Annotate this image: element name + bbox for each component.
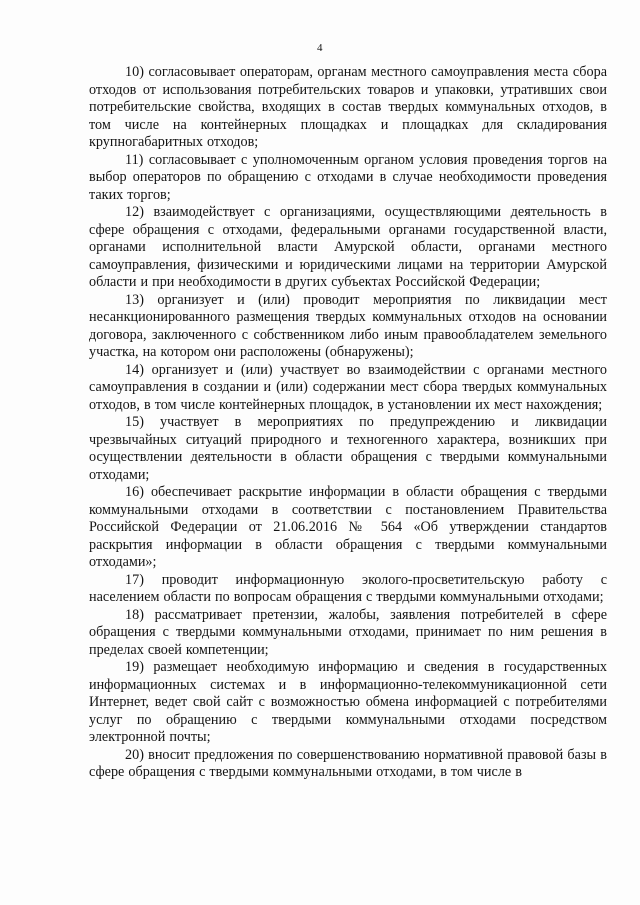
list-item-11: 11) согласовывает с уполномоченным органом условия проведения торгов на выбор операторов по обращению с отходами в случае необходимости проведения таких торгов; <box>89 151 607 203</box>
list-item-19: 19) размещает необходимую информацию и сведения в государственных информационных системах и в информационно-телекоммуникационной сети Интернет, ведет свой сайт с возможностью обмена информацией с потребителями услуг по обращению с твердыми коммунальными отходами посредством электронной почты; <box>89 659 607 745</box>
list-item-15: 15) участвует в мероприятиях по предупреждению и ликвидации чрезвычайных ситуаций природного и техногенного характера, возникших при осуществлении деятельности в области обращения с твердыми коммунальными отходами; <box>89 414 607 483</box>
page-number: 4 <box>317 42 323 54</box>
list-item-17: 17) проводит информационную эколого-просветительскую работу с населением области по вопросам обращения с твердыми коммунальными отходами; <box>89 571 607 605</box>
list-item-20: 20) вносит предложения по совершенствованию нормативной правовой базы в сфере обращения с твердыми коммунальными отходами, в том числе в <box>89 746 607 780</box>
list-item-16: 16) обеспечивает раскрытие информации в области обращения с твердыми коммунальными отходами в соответствии с постановлением Правительства Российской Федерации от 21.06.2016 № 564 «Об утверждении стандартов раскрытия информации в области обращения с твердыми коммунальными отходами»; <box>89 484 607 570</box>
list-item-18: 18) рассматривает претензии, жалобы, заявления потребителей в сфере обращения с твердыми коммунальными отходами, принимает по ним решения в пределах своей компетенции; <box>89 606 607 658</box>
list-item-14: 14) организует и (или) участвует во взаимодействии с органами местного самоуправления в создании и (или) содержании мест сбора твердых коммунальных отходов, в том числе контейнерных площадок, в установлении их мест нахождения; <box>89 361 607 413</box>
document-body <box>89 64 607 782</box>
list-item-10: 10) согласовывает операторам, органам местного самоуправления места сбора отходов от использования потребительских товаров и упаковки, утративших свои потребительские свойства, входящих в состав твердых коммунальных отходов, в том числе на контейнерных площадках и площадках для складирования крупногабаритных отходов; <box>89 64 607 150</box>
list-item-13: 13) организует и (или) проводит мероприятия по ликвидации мест несанкционированного размещения твердых коммунальных отходов на основании договора, заключенного с собственником либо иным правообладателем земельного участка, на котором они расположены (обнаружены); <box>89 291 607 360</box>
list-item-12: 12) взаимодействует с организациями, осуществляющими деятельность в сфере обращения с отходами, федеральными органами государственной власти, органами исполнительной власти Амурской области, органами местного самоуправления, физическими и юридическими лицами на территории Амурской области и при необходимости в других субъектах Российской Федерации; <box>89 204 607 290</box>
